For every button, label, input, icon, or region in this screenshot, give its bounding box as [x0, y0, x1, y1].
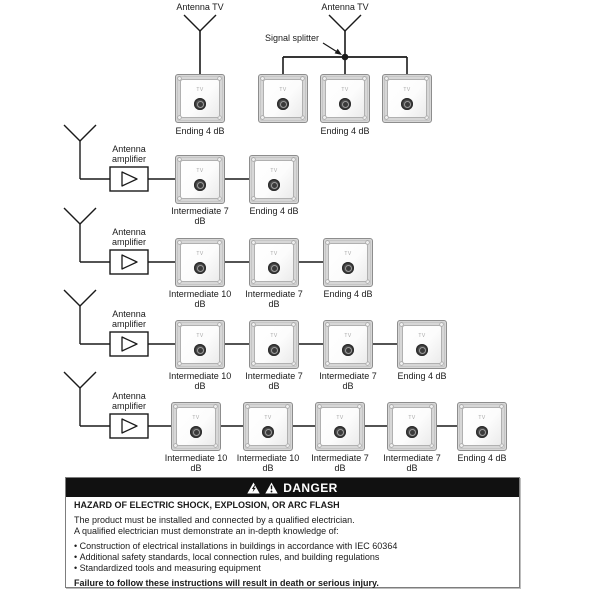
antenna-amplifier-label-line: Antenna — [112, 144, 146, 154]
tv-socket — [243, 402, 293, 451]
socket-tv-label: TV — [344, 251, 352, 257]
hazard-requirement-item: • Additional safety standards, local connection rules, and building regulations — [74, 552, 511, 563]
antenna-amplifier-label — [94, 310, 164, 329]
coax-connector-icon — [277, 98, 289, 110]
socket-tv-label: TV — [270, 333, 278, 339]
socket-plate — [328, 325, 368, 364]
socket-plate — [254, 325, 294, 364]
tv-socket — [397, 320, 447, 369]
coax-connector-icon — [194, 98, 206, 110]
socket-tv-label: TV — [196, 87, 204, 93]
socket-plate — [180, 160, 220, 199]
socket-tv-label: TV — [196, 333, 204, 339]
hazard-description-line: A qualified electrician must demonstrate an in-depth knowledge of: — [74, 526, 339, 536]
socket-label: Ending 4 dB — [175, 126, 225, 136]
socket-plate — [320, 407, 360, 446]
antenna-amplifier-label — [94, 392, 164, 411]
socket-group-label: Ending 4 dB — [320, 126, 370, 136]
socket-tv-label: TV — [270, 168, 278, 174]
tv-socket — [320, 74, 370, 123]
socket-tv-label: TV — [192, 415, 200, 421]
socket-tv-label: TV — [264, 415, 272, 421]
danger-body — [66, 497, 519, 589]
coax-connector-icon — [476, 426, 488, 438]
tv-socket — [323, 320, 373, 369]
antenna-amplifier-label-line: amplifier — [111, 318, 146, 329]
tv-socket — [315, 402, 365, 451]
socket-tv-label: TV — [408, 415, 416, 421]
coax-connector-icon — [342, 344, 354, 356]
coax-connector-icon — [342, 262, 354, 274]
danger-callout — [65, 477, 520, 588]
coax-connector-icon — [334, 426, 346, 438]
warning-triangle-icon — [265, 482, 278, 494]
danger-header-bar — [66, 478, 519, 497]
tv-socket — [249, 155, 299, 204]
socket-plate — [392, 407, 432, 446]
tv-socket — [382, 74, 432, 123]
antenna-amplifier-label-line: amplifier — [111, 400, 146, 411]
socket-label: Intermediate 7 dB — [383, 453, 441, 473]
socket-label: Ending 4 dB — [397, 371, 447, 381]
socket-tv-label: TV — [270, 251, 278, 257]
coax-connector-icon — [339, 98, 351, 110]
coax-connector-icon — [194, 344, 206, 356]
socket-plate — [402, 325, 442, 364]
socket-plate — [176, 407, 216, 446]
tv-socket — [258, 74, 308, 123]
coax-connector-icon — [406, 426, 418, 438]
coax-connector-icon — [194, 262, 206, 274]
antenna-tv-label: Antenna TV — [321, 2, 369, 12]
tv-socket — [457, 402, 507, 451]
socket-plate — [462, 407, 502, 446]
socket-label: Intermediate 10 dB — [168, 371, 232, 391]
socket-plate — [254, 243, 294, 282]
hazard-requirements-list — [74, 541, 511, 574]
socket-label: Ending 4 dB — [457, 453, 507, 463]
signal-splitter-label: Signal splitter — [264, 33, 320, 43]
socket-tv-label: TV — [418, 333, 426, 339]
socket-label: Intermediate 10 dB — [164, 453, 228, 473]
socket-label: Intermediate 7 dB — [311, 453, 369, 473]
coax-connector-icon — [401, 98, 413, 110]
tv-socket — [249, 238, 299, 287]
socket-plate — [180, 79, 220, 118]
socket-label: Ending 4 dB — [323, 289, 373, 299]
coax-connector-icon — [416, 344, 428, 356]
socket-tv-label: TV — [344, 333, 352, 339]
coax-connector-icon — [262, 426, 274, 438]
socket-plate — [254, 160, 294, 199]
antenna-amplifier-label-line: Antenna — [112, 227, 146, 237]
socket-label: Ending 4 dB — [249, 206, 299, 216]
socket-plate — [180, 243, 220, 282]
socket-tv-label: TV — [341, 87, 349, 93]
antenna-amplifier-label — [94, 228, 164, 247]
coax-connector-icon — [194, 179, 206, 191]
socket-plate — [328, 243, 368, 282]
coax-connector-icon — [268, 344, 280, 356]
run-direct-0 — [184, 15, 216, 74]
socket-tv-label: TV — [336, 415, 344, 421]
socket-label: Intermediate 10 dB — [168, 289, 232, 309]
antenna-amplifier-label-line: amplifier — [111, 236, 146, 247]
antenna-amplifier-label-line: amplifier — [111, 153, 146, 164]
socket-plate — [180, 325, 220, 364]
tv-socket — [249, 320, 299, 369]
socket-tv-label: TV — [403, 87, 411, 93]
socket-plate — [248, 407, 288, 446]
socket-plate — [325, 79, 365, 118]
socket-tv-label: TV — [279, 87, 287, 93]
electric-hazard-triangle-icon — [247, 482, 260, 494]
tv-socket — [175, 155, 225, 204]
socket-tv-label: TV — [478, 415, 486, 421]
tv-socket — [387, 402, 437, 451]
coax-connector-icon — [268, 262, 280, 274]
run-splitter-1 — [283, 15, 407, 74]
antenna-amplifier-label — [94, 145, 164, 164]
socket-label: Intermediate 7 dB — [171, 206, 229, 226]
socket-tv-label: TV — [196, 251, 204, 257]
hazard-title: HAZARD OF ELECTRIC SHOCK, EXPLOSION, OR ARC FLASH — [74, 500, 340, 510]
tv-socket — [175, 74, 225, 123]
tv-socket — [175, 238, 225, 287]
hazard-requirement-item: • Standardized tools and measuring equipment — [74, 563, 511, 574]
coax-connector-icon — [190, 426, 202, 438]
danger-header-label: DANGER — [283, 480, 338, 495]
socket-plate — [263, 79, 303, 118]
socket-plate — [387, 79, 427, 118]
hazard-description — [74, 515, 511, 537]
hazard-description-line: The product must be installed and connected by a qualified electrician. — [74, 515, 355, 525]
hazard-requirement-item: • Construction of electrical installations in buildings in accordance with IEC 60364 — [74, 541, 511, 552]
antenna-amplifier-label-line: Antenna — [112, 309, 146, 319]
socket-label: Intermediate 7 dB — [319, 371, 377, 391]
tv-socket — [171, 402, 221, 451]
socket-label: Intermediate 10 dB — [236, 453, 300, 473]
socket-tv-label: TV — [196, 168, 204, 174]
tv-socket — [323, 238, 373, 287]
antenna-amplifier-label-line: Antenna — [112, 391, 146, 401]
coax-connector-icon — [268, 179, 280, 191]
hazard-consequence-statement: Failure to follow these instructions will result in death or serious injury. — [74, 578, 379, 588]
socket-label: Intermediate 7 dB — [245, 371, 303, 391]
socket-label: Intermediate 7 dB — [245, 289, 303, 309]
tv-socket — [175, 320, 225, 369]
antenna-tv-label: Antenna TV — [176, 2, 224, 12]
